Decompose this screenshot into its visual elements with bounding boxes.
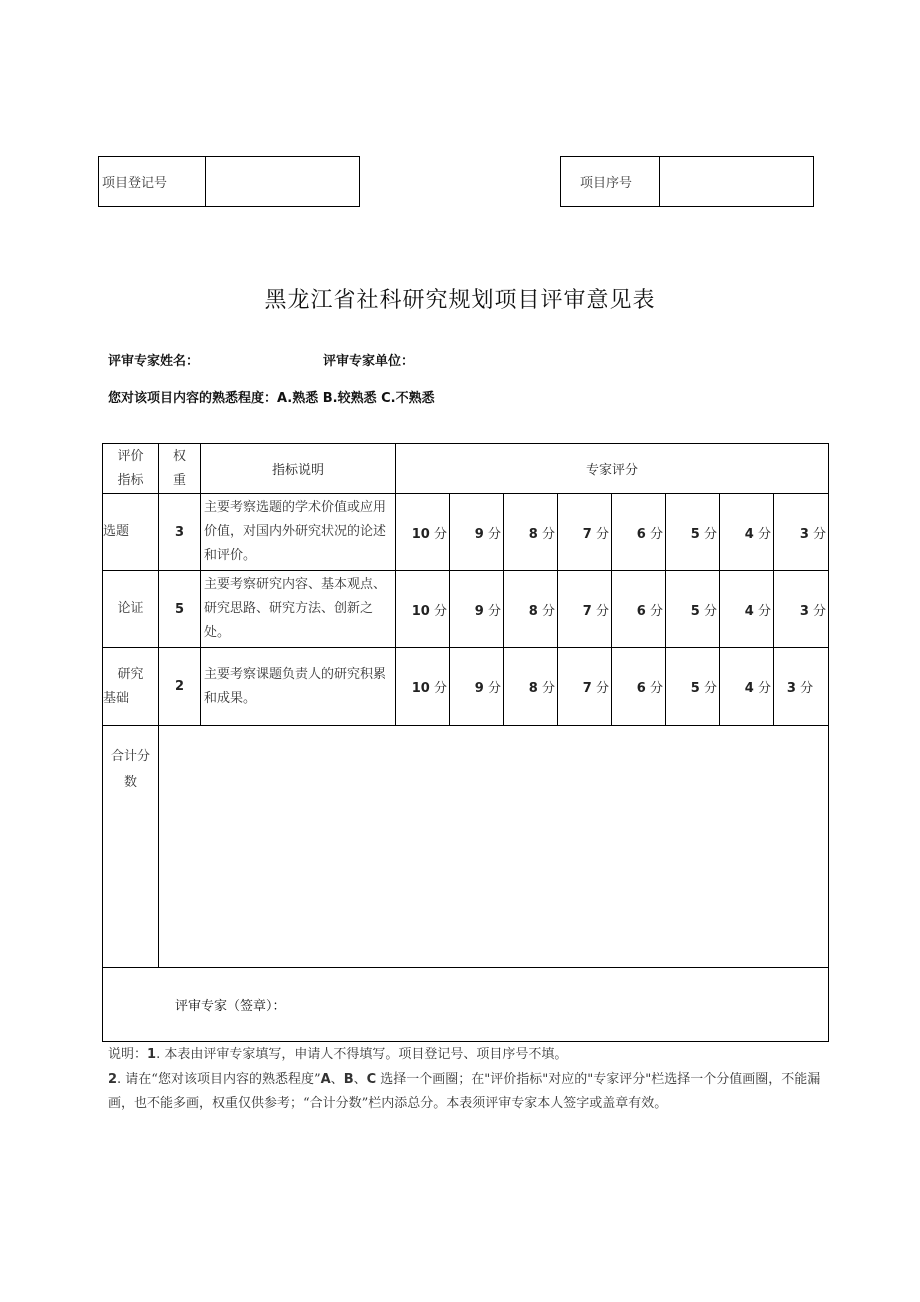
score-option-9[interactable]: 9 分 <box>450 648 504 726</box>
description-cell: 主要考察研究内容、基本观点、研究思路、研究方法、创新之处。 <box>201 571 396 648</box>
signature-label: 评审专家（签章）： <box>175 999 286 1014</box>
score-option-7[interactable]: 7 分 <box>558 648 612 726</box>
signature-field[interactable] <box>103 968 829 1042</box>
description-cell: 主要考察课题负责人的研究积累和成果。 <box>201 648 396 726</box>
registration-number-field[interactable] <box>209 157 355 206</box>
description-header: 指标说明 <box>201 444 396 494</box>
notes-line-2: 2. 请在“您对该项目内容的熟悉程度”A、B、C 选择一个画圈；在"评价指标"对应的"专家评分"栏选择一个分值画圈，不能漏画，也不能多画，权重仅供参考；“合计分数”栏内添总分。本表须评审专家本人签字或盖章有效。 <box>108 1072 821 1111</box>
score-option-3[interactable]: 3 分 <box>774 494 829 571</box>
criterion-header: 评价 指标 <box>103 444 159 494</box>
score-option-8[interactable]: 8 分 <box>504 494 558 571</box>
notes-line-1: 说明：1. 本表由评审专家填写，申请人不得填写。项目登记号、项目序号不填。 <box>108 1047 568 1062</box>
project-sequence-label: 项目序号 <box>580 176 633 191</box>
score-option-4[interactable]: 4 分 <box>720 571 774 648</box>
criterion-cell: 选题 <box>103 494 159 571</box>
score-option-3[interactable]: 3 分 <box>774 648 829 726</box>
weight-cell: 3 <box>159 494 201 571</box>
description-cell: 主要考察选题的学术价值或应用价值，对国内外研究状况的论述和评价。 <box>201 494 396 571</box>
expert-score-header: 专家评分 <box>396 444 829 494</box>
project-sequence-field[interactable] <box>663 157 809 206</box>
registration-number-label: 项目登记号 <box>102 176 168 191</box>
signature-row <box>103 968 829 1042</box>
criterion-cell: 论证 <box>103 571 159 648</box>
box-divider <box>205 157 206 206</box>
page-title: 黑龙江省社科研究规划项目评审意见表 <box>264 288 656 313</box>
project-sequence-box <box>560 156 814 207</box>
registration-number-box <box>98 156 360 207</box>
score-option-9[interactable]: 9 分 <box>450 571 504 648</box>
score-option-10[interactable]: 10 分 <box>396 648 450 726</box>
table-row <box>103 571 829 648</box>
weight-header: 权 重 <box>159 444 201 494</box>
total-score-field[interactable] <box>159 726 829 968</box>
weight-cell: 2 <box>159 648 201 726</box>
score-option-8[interactable]: 8 分 <box>504 648 558 726</box>
criterion-cell: 研究 基础 <box>103 648 159 726</box>
score-option-10[interactable]: 10 分 <box>396 494 450 571</box>
score-option-6[interactable]: 6 分 <box>612 648 666 726</box>
score-option-4[interactable]: 4 分 <box>720 648 774 726</box>
score-option-3[interactable]: 3 分 <box>774 571 829 648</box>
weight-cell: 5 <box>159 571 201 648</box>
table-row <box>103 494 829 571</box>
table-row <box>103 648 829 726</box>
familiarity-question: 您对该项目内容的熟悉程度：A.熟悉 B.较熟悉 C.不熟悉 <box>108 391 435 406</box>
score-option-7[interactable]: 7 分 <box>558 494 612 571</box>
reviewer-name-label: 评审专家姓名： <box>108 354 200 369</box>
score-option-7[interactable]: 7 分 <box>558 571 612 648</box>
score-option-5[interactable]: 5 分 <box>666 648 720 726</box>
total-row <box>103 726 829 968</box>
score-option-8[interactable]: 8 分 <box>504 571 558 648</box>
table-header-row <box>103 444 829 494</box>
score-option-9[interactable]: 9 分 <box>450 494 504 571</box>
score-option-4[interactable]: 4 分 <box>720 494 774 571</box>
reviewer-unit-label: 评审专家单位： <box>323 354 415 369</box>
review-table <box>102 443 829 1042</box>
score-option-5[interactable]: 5 分 <box>666 494 720 571</box>
score-option-10[interactable]: 10 分 <box>396 571 450 648</box>
score-option-5[interactable]: 5 分 <box>666 571 720 648</box>
total-score-label: 合计分 数 <box>103 726 159 968</box>
score-option-6[interactable]: 6 分 <box>612 571 666 648</box>
score-option-6[interactable]: 6 分 <box>612 494 666 571</box>
box-divider <box>659 157 660 206</box>
